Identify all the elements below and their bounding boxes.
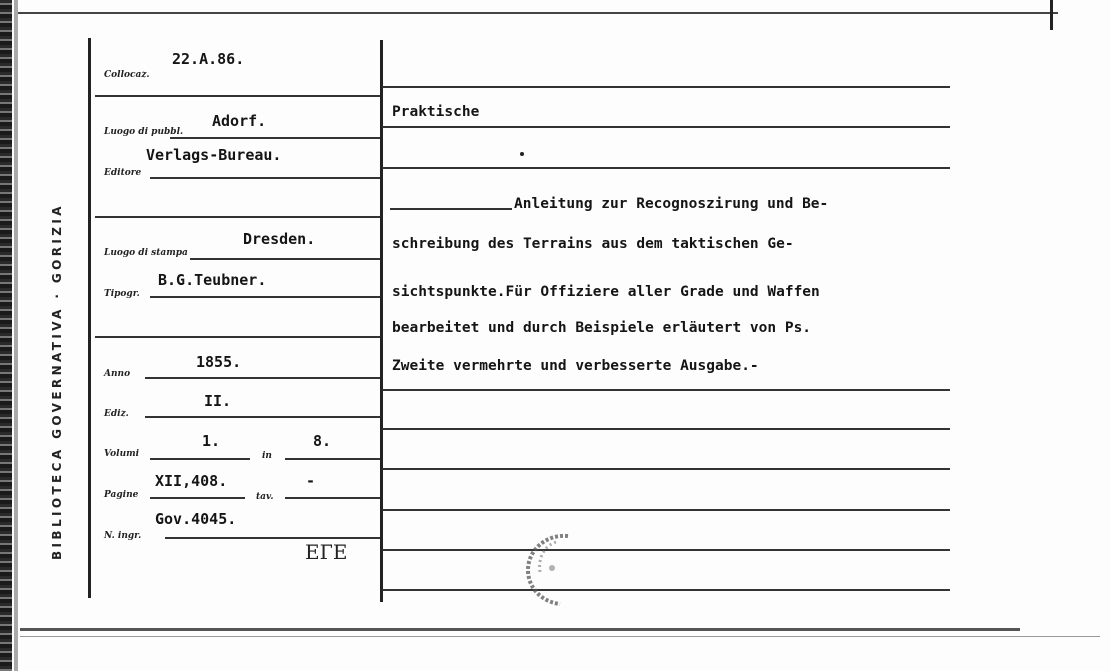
value-tipogr: B.G.Teubner. (158, 271, 267, 289)
right-rule (382, 509, 950, 511)
right-rule (390, 208, 512, 210)
title-line: Zweite vermehrte und verbesserte Ausgabe.- (392, 358, 759, 374)
value-anno: 1855. (196, 353, 242, 371)
value-ediz: II. (204, 392, 232, 410)
title-line: bearbeitet und durch Beispiele erläutert von Ps. (392, 320, 812, 336)
label-in: in (262, 451, 272, 461)
title-line: sichtspunkte.Für Offiziere aller Grade und Waffen (392, 284, 820, 300)
label-volumi: Volumi (104, 449, 140, 459)
middle-column-rule (380, 40, 383, 602)
card-left-edge-shadow (14, 0, 18, 671)
value-tav: - (306, 472, 316, 490)
value-volumi-in: 8. (313, 432, 332, 450)
card-bottom-border-faint (20, 636, 1100, 637)
label-luogo-stampa: Luogo di stampa (104, 248, 188, 258)
value-volumi: 1. (202, 432, 221, 450)
left-rule (150, 296, 380, 298)
label-editore: Editore (104, 168, 142, 178)
left-rule (145, 416, 380, 418)
right-rule (382, 167, 950, 169)
left-column-rule (88, 38, 91, 598)
value-luogo-stampa: Dresden. (243, 230, 316, 248)
left-rule (95, 336, 380, 338)
left-rule (190, 258, 380, 260)
library-stamp-text: BIBLIOTECA GOVERNATIVA · GORIZIA (50, 203, 64, 560)
left-rule (150, 497, 245, 499)
label-n-ingr: N. ingr. (104, 531, 142, 541)
card-top-border (18, 12, 1058, 14)
left-rule (285, 497, 380, 499)
title-line: Anleitung zur Recognoszirung und Be- (514, 196, 829, 212)
label-anno: Anno (104, 369, 131, 379)
label-collocazione: Collocaz. (104, 70, 150, 80)
label-tipogr: Tipogr. (104, 289, 140, 299)
left-rule (95, 216, 380, 218)
right-rule (382, 126, 950, 128)
title-dot (520, 152, 524, 156)
label-pagine: Pagine (104, 490, 139, 500)
right-rule (382, 389, 950, 391)
label-tav: tav. (256, 492, 274, 502)
handwritten-annotation: ЕГЕ (305, 540, 348, 564)
right-rule (382, 86, 950, 88)
title-line: schreibung des Terrains aus dem taktischen Ge- (392, 236, 794, 252)
title-line: Praktische (392, 104, 480, 120)
left-rule (165, 537, 380, 539)
label-luogo-pubbl: Luogo di pubbl. (104, 127, 184, 137)
left-rule (145, 377, 380, 379)
left-rule (285, 458, 380, 460)
left-rule (150, 458, 250, 460)
card-left-edge (0, 0, 12, 671)
card-top-notch (1050, 0, 1053, 30)
right-rule (382, 428, 950, 430)
label-ediz: Ediz. (104, 409, 129, 419)
value-collocazione: 22.A.86. (172, 50, 245, 68)
right-rule (382, 589, 950, 591)
right-rule (382, 549, 950, 551)
left-rule (170, 137, 380, 139)
left-rule (95, 95, 380, 97)
value-pagine: XII,408. (155, 472, 228, 490)
faded-stamp-icon (516, 528, 594, 608)
value-editore: Verlags-Bureau. (146, 146, 282, 164)
value-luogo-pubbl: Adorf. (212, 112, 267, 130)
value-n-ingr: Gov.4045. (155, 510, 237, 528)
right-rule (382, 468, 950, 470)
card-bottom-border (20, 628, 1020, 631)
left-rule (150, 177, 380, 179)
